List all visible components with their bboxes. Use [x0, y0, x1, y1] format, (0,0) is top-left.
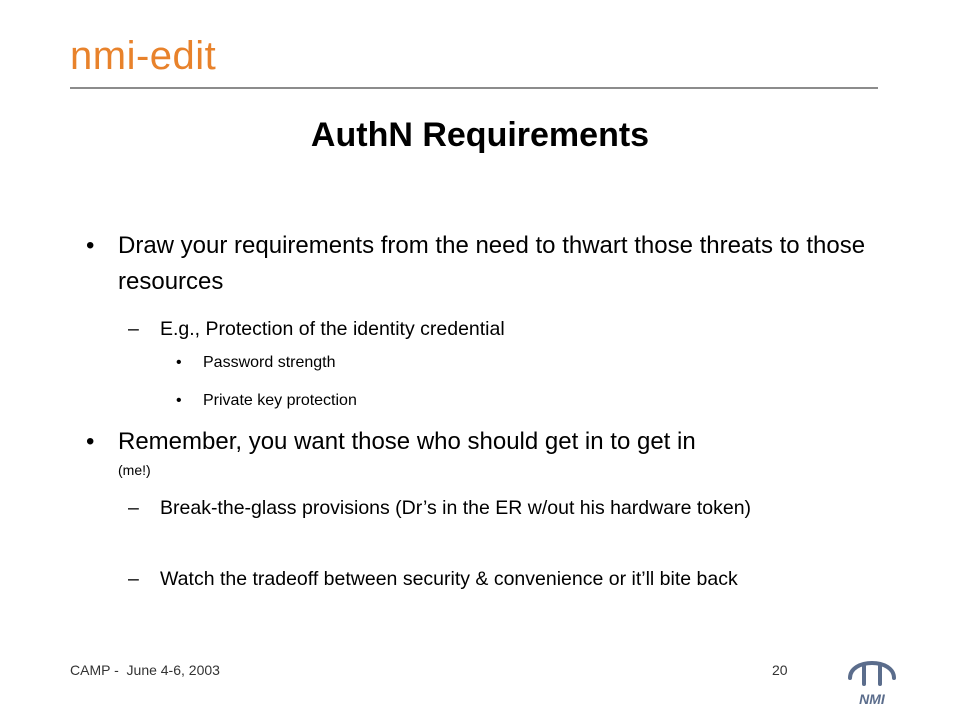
nmi-logo	[842, 652, 902, 708]
bullet-draw-requirements: Draw your requirements from the need to thwart those threats to those resources	[118, 232, 866, 295]
sub-bullet-protection: E.g., Protection of the identity credential	[160, 318, 505, 340]
footer-event: CAMP - June 4-6, 2003	[70, 662, 220, 678]
dash-marker: –	[128, 497, 139, 519]
bullet-marker: •	[176, 392, 182, 409]
header-divider	[70, 87, 878, 89]
bullet-remember-note: (me!)	[118, 462, 151, 478]
page-number: 20	[772, 662, 788, 678]
bullet-remember: Remember, you want those who should get in to get in	[118, 428, 696, 455]
dash-marker: –	[128, 568, 139, 590]
logo-text: NMI	[859, 691, 885, 707]
item-password-strength: Password strength	[203, 354, 336, 371]
sub-bullet-tradeoff: Watch the tradeoff between security & convenience or it’ll bite back	[160, 568, 738, 590]
bullet-marker: •	[86, 232, 95, 259]
bullet-marker: •	[176, 354, 182, 371]
item-private-key: Private key protection	[203, 392, 357, 409]
dash-marker: –	[128, 318, 139, 340]
sub-bullet-break-glass: Break-the-glass provisions (Dr’s in the ER w/out his hardware token)	[160, 497, 752, 519]
bullet-marker: •	[86, 428, 95, 455]
brand-title: nmi-edit	[70, 34, 217, 78]
slide-title: AuthN Requirements	[310, 116, 650, 154]
